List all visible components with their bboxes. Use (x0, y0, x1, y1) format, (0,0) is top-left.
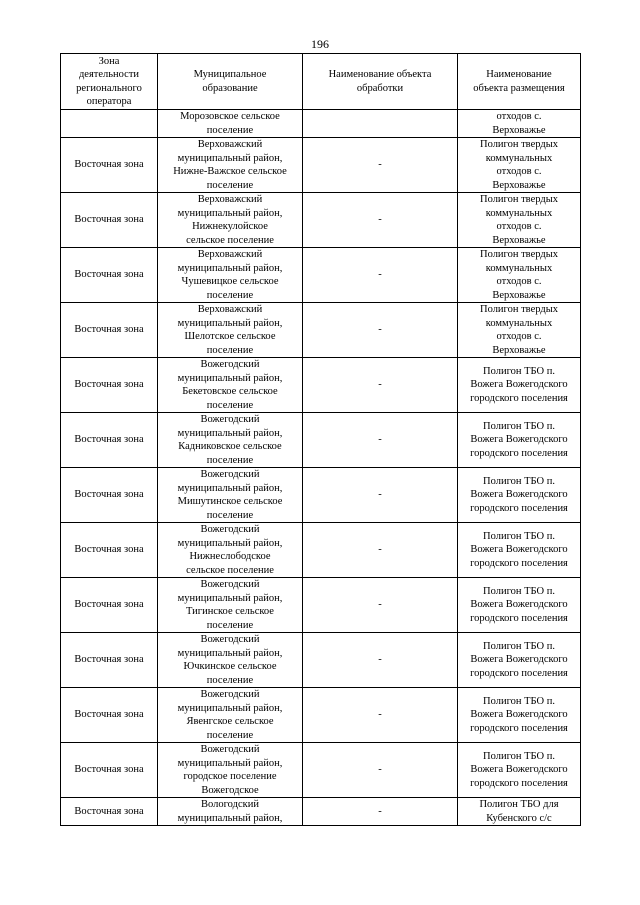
cell-line: Верховажье (492, 289, 546, 301)
cell-placement-object (458, 798, 581, 826)
cell-zone: Восточная зона (61, 303, 158, 358)
cell-line: Полигон ТБО п. (483, 695, 555, 707)
cell-placement-object (458, 110, 581, 138)
cell-line: Ючкинское сельское (183, 661, 277, 672)
cell-line: Полигон ТБО п. (483, 420, 555, 432)
cell-placement-object (458, 138, 581, 193)
cell-line: поселение (206, 729, 254, 741)
cell-zone: Восточная зона (61, 138, 158, 193)
table-row (61, 523, 581, 578)
cell-processing-object: - (303, 193, 458, 248)
cell-line: Вожегодский (200, 579, 260, 590)
cell-line: образование (202, 82, 258, 94)
cell-line: поселение (206, 179, 254, 191)
cell-processing-object: - (303, 633, 458, 688)
cell-processing-object: - (303, 798, 458, 826)
cell-line: муниципальный район, (177, 372, 283, 384)
cell-line: городского поселения (470, 557, 568, 569)
cell-line: Чушевицкое сельское (181, 276, 279, 287)
cell-line: регионального (76, 82, 142, 94)
page-number: 196 (311, 37, 329, 51)
cell-line: Верховажье (492, 124, 546, 136)
cell-processing-object: - (303, 468, 458, 523)
cell-municipality (158, 688, 303, 743)
cell-line: муниципальный район, (177, 317, 283, 329)
cell-placement-object (458, 248, 581, 303)
cell-line: муниципальный район, (177, 482, 283, 494)
cell-municipality (158, 358, 303, 413)
cell-line: Тигинское сельское (186, 606, 274, 617)
cell-line: Вожегодский (200, 469, 260, 480)
cell-municipality (158, 110, 303, 138)
cell-placement-object (458, 193, 581, 248)
cell-processing-object (303, 110, 458, 138)
cell-municipality (158, 248, 303, 303)
cell-line: Верховажский (197, 304, 263, 315)
table-header-row (61, 54, 581, 110)
cell-line: Вожега Вожегодского (470, 709, 568, 721)
cell-line: Наименование объекта (328, 69, 432, 80)
cell-zone: Восточная зона (61, 248, 158, 303)
cell-placement-object (458, 688, 581, 743)
cell-processing-object: - (303, 303, 458, 358)
cell-zone (61, 110, 158, 138)
cell-processing-object: - (303, 248, 458, 303)
cell-processing-object: - (303, 578, 458, 633)
cell-processing-object: - (303, 138, 458, 193)
cell-line: Полигон ТБО п. (483, 585, 555, 597)
cell-line: Вожегодский (200, 414, 260, 425)
cell-line: Наименование (486, 69, 552, 80)
cell-line: Полигон ТБО п. (483, 475, 555, 487)
cell-municipality (158, 193, 303, 248)
cell-zone: Восточная зона (61, 633, 158, 688)
cell-line: Нижне-Важское сельское (173, 166, 287, 177)
cell-line: Верховажский (197, 194, 263, 205)
cell-line: Вожегодский (200, 689, 260, 700)
table-body (61, 110, 581, 826)
cell-line: муниципальный район, (177, 592, 283, 604)
cell-line: городского поселения (470, 722, 568, 734)
cell-zone: Восточная зона (61, 193, 158, 248)
cell-line: Вологодский (201, 799, 259, 810)
cell-line: Мишутинское сельское (177, 496, 283, 507)
cell-line: Полигон твердых (480, 194, 558, 205)
cell-municipality (158, 578, 303, 633)
cell-municipality (158, 743, 303, 798)
cell-line: Вожегодский (200, 359, 260, 370)
cell-line: городское поселение (183, 771, 277, 782)
cell-line: муниципальный район, (177, 152, 283, 164)
cell-line: Верховажье (492, 344, 546, 356)
cell-municipality (158, 413, 303, 468)
cell-line: Вожега Вожегодского (470, 764, 568, 776)
cell-line: коммунальных (485, 207, 553, 219)
cell-line: Кадниковское сельское (178, 441, 282, 452)
cell-line: Полигон ТБО для (479, 799, 559, 810)
cell-line: отходов с. (496, 166, 542, 177)
cell-line: Полигон твердых (480, 304, 558, 315)
cell-line: муниципальный район, (177, 427, 283, 439)
cell-processing-object: - (303, 688, 458, 743)
cell-line: отходов с. (496, 276, 542, 287)
cell-line: муниципальный район, (177, 537, 283, 549)
cell-line: Вожега Вожегодского (470, 599, 568, 611)
cell-line: Явенгское сельское (186, 716, 274, 727)
cell-line: Вожега Вожегодского (470, 489, 568, 501)
cell-line: Муниципальное (193, 69, 267, 80)
cell-processing-object: - (303, 523, 458, 578)
cell-placement-object (458, 578, 581, 633)
cell-line: оператора (86, 96, 132, 107)
cell-line: Кубенского с/с (486, 812, 552, 824)
cell-line: Полигон ТБО п. (483, 640, 555, 652)
cell-line: отходов с. (496, 331, 542, 342)
cell-line: Верховажье (492, 234, 546, 246)
cell-line: Вожега Вожегодского (470, 434, 568, 446)
cell-municipality (158, 468, 303, 523)
cell-placement-object (458, 523, 581, 578)
cell-zone: Восточная зона (61, 688, 158, 743)
table-row (61, 688, 581, 743)
cell-line: деятельности (78, 69, 140, 80)
cell-line: поселение (206, 344, 254, 356)
table-row (61, 358, 581, 413)
cell-line: Вожега Вожегодского (470, 654, 568, 666)
cell-processing-object: - (303, 358, 458, 413)
cell-placement-object (458, 358, 581, 413)
cell-line: муниципальный район, (177, 262, 283, 274)
cell-municipality (158, 798, 303, 826)
cell-line: Нижнекулойское (192, 221, 268, 232)
cell-line: обработки (356, 82, 404, 94)
cell-placement-object (458, 743, 581, 798)
cell-line: отходов с. (496, 111, 542, 122)
table-row (61, 413, 581, 468)
header-zone (61, 54, 158, 110)
cell-line: Вожегодский (200, 744, 260, 755)
cell-line: Вожегодский (200, 634, 260, 645)
cell-municipality (158, 303, 303, 358)
cell-line: поселение (206, 674, 254, 686)
cell-line: поселение (206, 289, 254, 301)
cell-line: Полигон ТБО п. (483, 365, 555, 377)
cell-line: поселение (206, 509, 254, 521)
cell-line: городского поселения (470, 612, 568, 624)
cell-line: муниципальный район, (177, 702, 283, 714)
cell-line: Нижнеслободское (189, 551, 271, 562)
cell-line: сельское поселение (186, 564, 274, 576)
table-row (61, 248, 581, 303)
cell-zone: Восточная зона (61, 743, 158, 798)
table-row (61, 193, 581, 248)
cell-placement-object (458, 413, 581, 468)
cell-municipality (158, 633, 303, 688)
table-row (61, 633, 581, 688)
cell-line: городского поселения (470, 777, 568, 789)
cell-line: городского поселения (470, 392, 568, 404)
cell-line: муниципальный район, (177, 647, 283, 659)
header-municipality (158, 54, 303, 110)
cell-line: Верховажский (197, 249, 263, 260)
cell-line: муниципальный район, (177, 812, 283, 824)
cell-line: Зона (98, 55, 120, 67)
cell-line: Верховажье (492, 179, 546, 191)
cell-line: поселение (206, 124, 254, 136)
cell-processing-object: - (303, 743, 458, 798)
cell-line: сельское поселение (186, 234, 274, 246)
cell-line: коммунальных (485, 317, 553, 329)
cell-line: коммунальных (485, 262, 553, 274)
cell-zone: Восточная зона (61, 358, 158, 413)
cell-zone: Восточная зона (61, 468, 158, 523)
cell-line: Полигон ТБО п. (483, 530, 555, 542)
header-processing-object (303, 54, 458, 110)
table-row (61, 468, 581, 523)
cell-line: Вожегодское (201, 784, 259, 796)
cell-zone: Восточная зона (61, 798, 158, 826)
cell-line: муниципальный район, (177, 207, 283, 219)
waste-facilities-table (60, 53, 581, 826)
cell-processing-object: - (303, 413, 458, 468)
table-row (61, 110, 581, 138)
cell-placement-object (458, 303, 581, 358)
cell-line: коммунальных (485, 152, 553, 164)
cell-line: отходов с. (496, 221, 542, 232)
cell-line: Вожегодский (200, 524, 260, 535)
cell-line: городского поселения (470, 502, 568, 514)
table-row (61, 578, 581, 633)
cell-placement-object (458, 633, 581, 688)
cell-line: Полигон твердых (480, 249, 558, 260)
cell-placement-object (458, 468, 581, 523)
cell-line: объекта размещения (473, 82, 565, 94)
table-row (61, 743, 581, 798)
cell-line: поселение (206, 619, 254, 631)
cell-line: Полигон ТБО п. (483, 750, 555, 762)
cell-line: городского поселения (470, 447, 568, 459)
cell-zone: Восточная зона (61, 413, 158, 468)
cell-zone: Восточная зона (61, 523, 158, 578)
cell-line: Вожега Вожегодского (470, 379, 568, 391)
table-row (61, 303, 581, 358)
cell-line: Верховажский (197, 139, 263, 150)
cell-line: поселение (206, 399, 254, 411)
cell-municipality (158, 523, 303, 578)
cell-line: поселение (206, 454, 254, 466)
cell-line: Вожега Вожегодского (470, 544, 568, 556)
table-row (61, 798, 581, 826)
cell-line: городского поселения (470, 667, 568, 679)
table-row (61, 138, 581, 193)
header-placement-object (458, 54, 581, 110)
cell-zone: Восточная зона (61, 578, 158, 633)
cell-line: Бекетовское сельское (182, 386, 278, 397)
cell-line: Шелотское сельское (184, 331, 276, 342)
cell-line: муниципальный район, (177, 757, 283, 769)
cell-line: Полигон твердых (480, 139, 558, 150)
cell-line: Морозовское сельское (180, 111, 280, 122)
cell-municipality (158, 138, 303, 193)
